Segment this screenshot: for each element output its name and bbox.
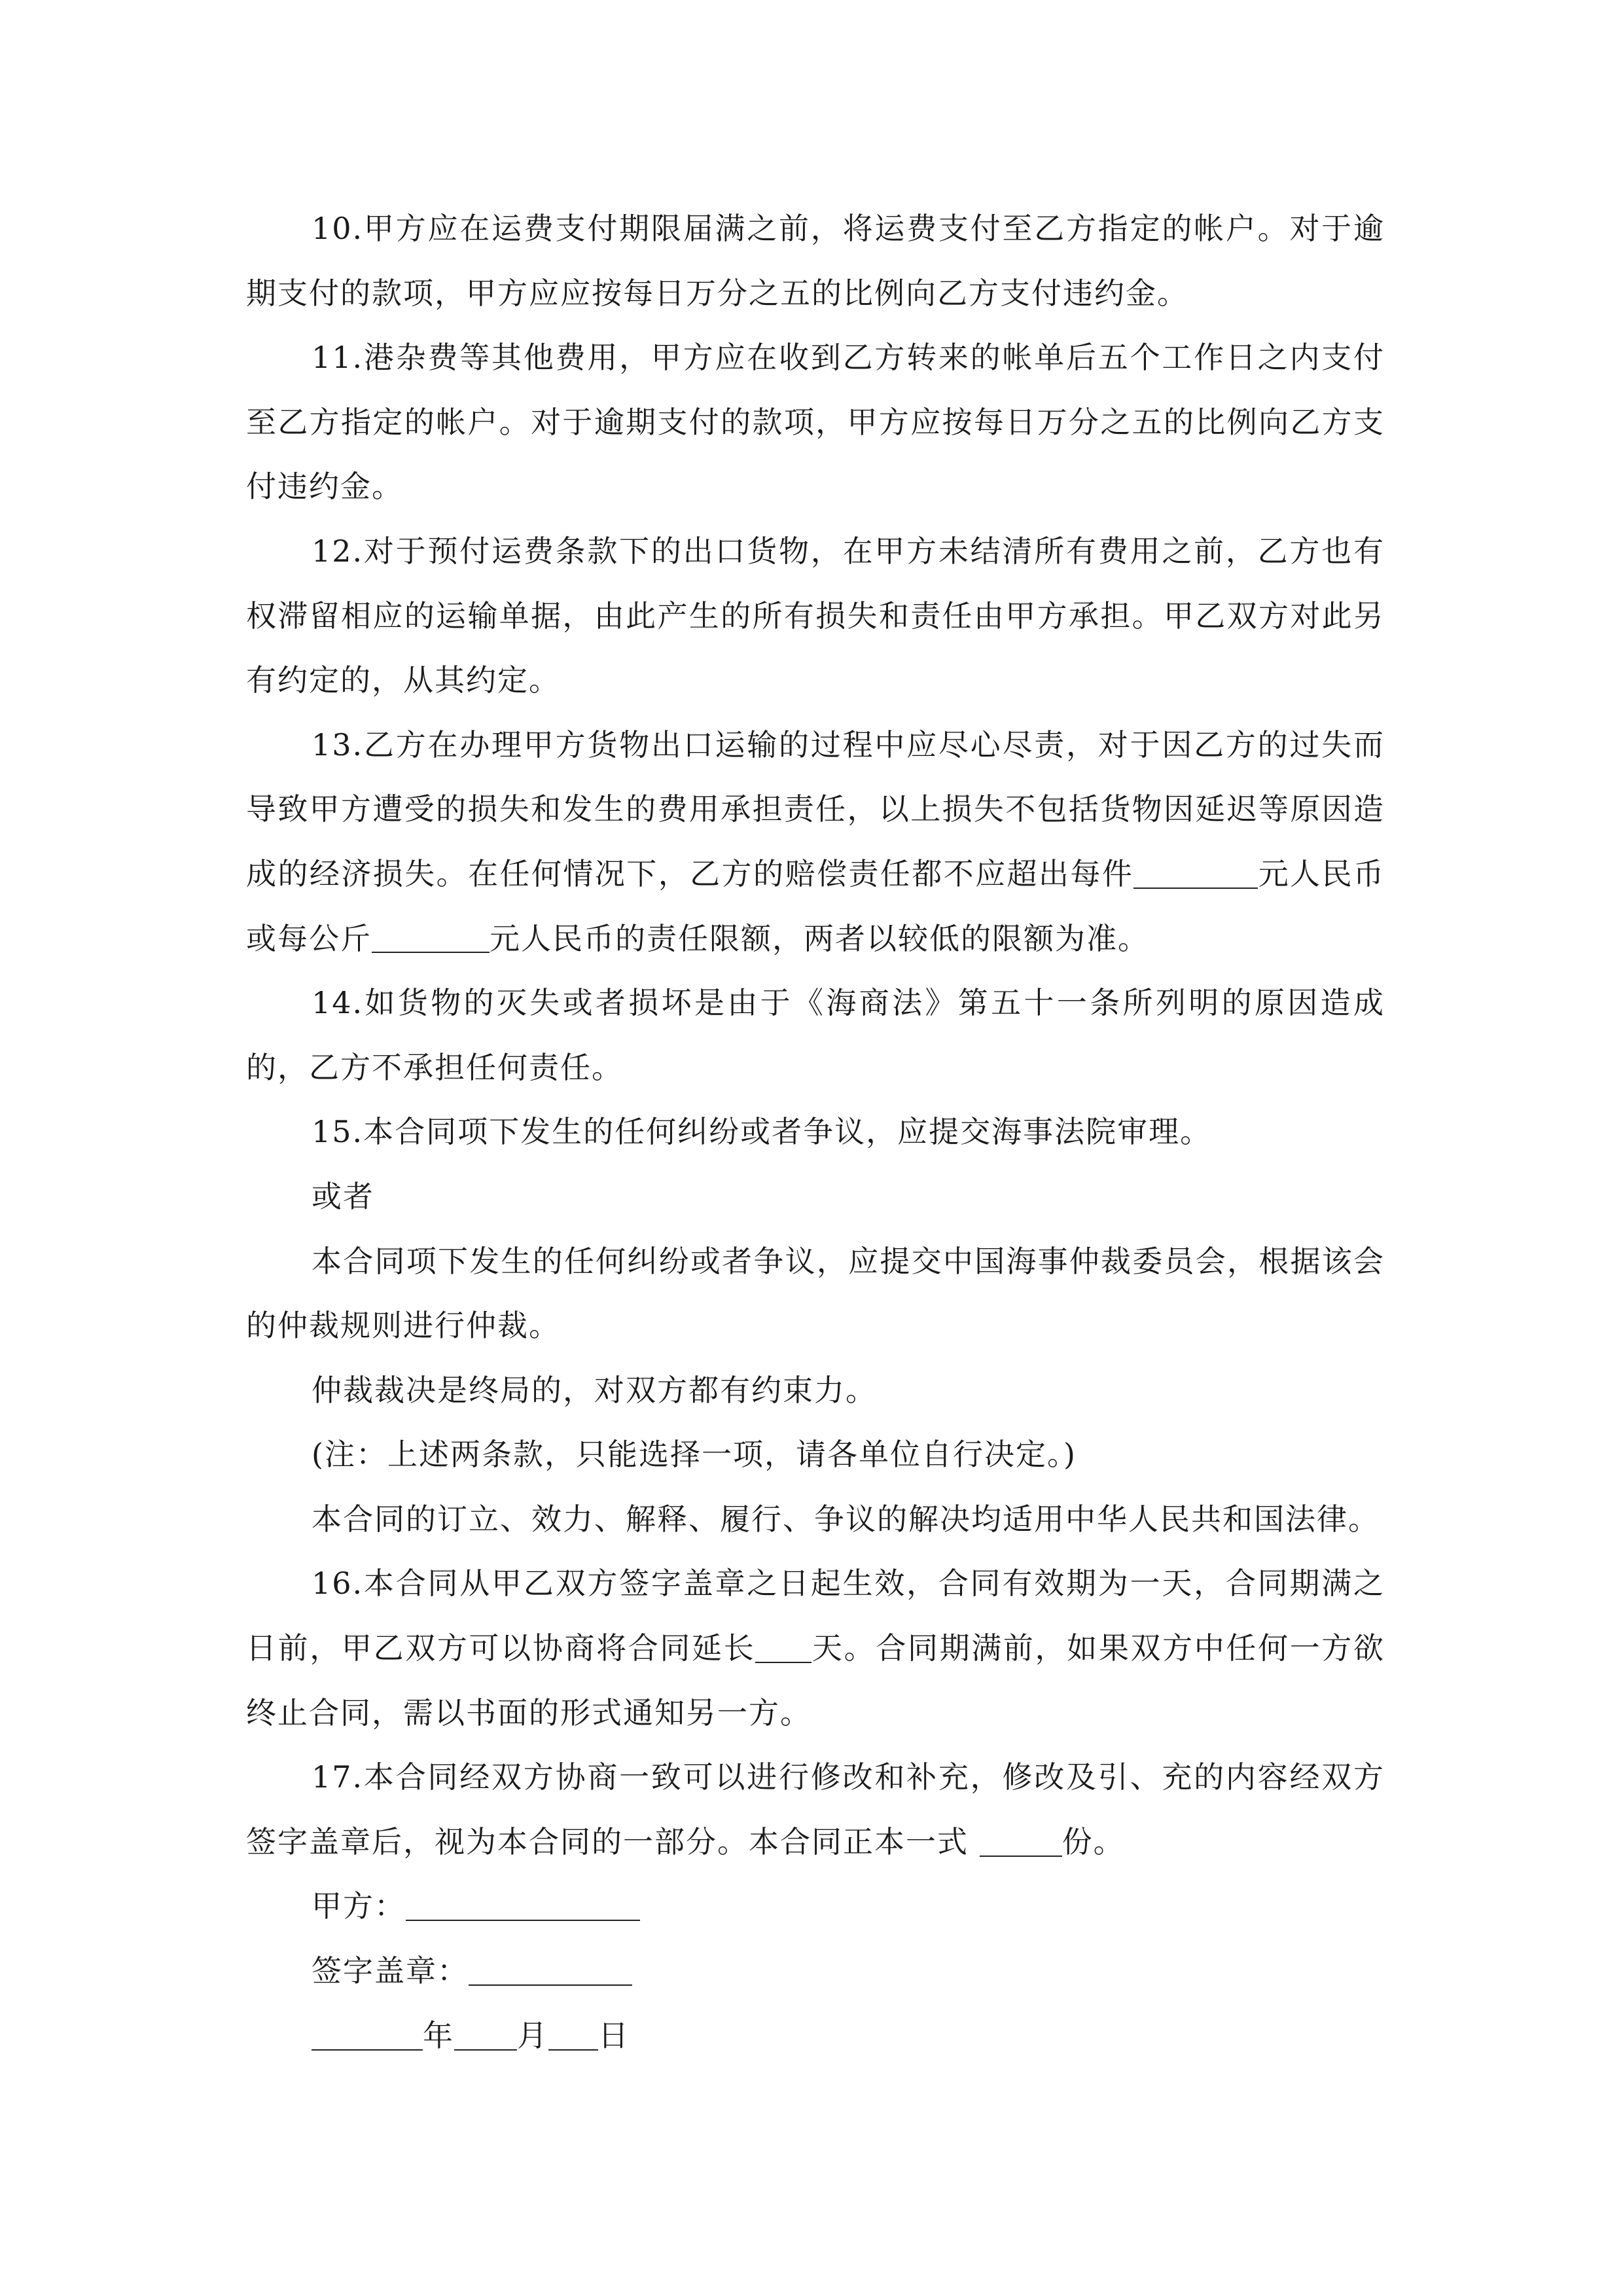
clause-15-final: 仲裁裁决是终局的，对双方都有约束力。: [312, 1372, 877, 1408]
seal-line: [246, 1939, 1385, 2003]
day-blank: [548, 2019, 598, 2051]
copies-blank: [980, 1825, 1062, 1857]
seal-label: 签字盖章：: [312, 1953, 469, 1989]
date-line: [246, 2003, 1385, 2068]
clause-12: 12.对于预付运费条款下的出口货物，在甲方未结清所有费用之前，乙方也有权滞留相应的运输单据，由此产生的所有损失和责任由甲方承担。甲乙双方对此另有约定的，从其约定。: [246, 533, 1385, 698]
month-label: 月: [517, 2017, 548, 2053]
clause-16-text-2: 天。合同期满前，如果双方中任何一方欲终止合同，需以书面的形式通知另一方。: [246, 1630, 1385, 1731]
clause-13: [246, 713, 1385, 971]
party-a-line: [246, 1874, 1385, 1939]
extension-days-blank: [755, 1632, 812, 1663]
clause-13-text-2: 元人民币或每公斤: [246, 855, 1385, 956]
clause-15-note: (注：上述两条款，只能选择一项，请各单位自行决定。): [312, 1437, 1077, 1473]
clause-15: 15.本合同项下发生的任何纠纷或者争议，应提交海事法院审理。: [312, 1114, 1212, 1150]
per-kg-amount-blank: [372, 922, 490, 953]
clause-11: 11.港杂费等其他费用，甲方应在收到乙方转来的帐单后五个工作日之内支付至乙方指定的帐户。对于逾期支付的款项，甲方应按每日万分之五的比例向乙方支付违约金。: [246, 340, 1385, 505]
party-a-label: 甲方：: [312, 1888, 406, 1924]
year-label: 年: [423, 2017, 454, 2053]
clause-13-text-3: 元人民币的责任限额，两者以较低的限额为准。: [490, 920, 1149, 956]
document-page: [246, 196, 1385, 2068]
governing-law: 本合同的订立、效力、解释、履行、争议的解决均适用中华人民共和国法律。: [312, 1501, 1380, 1537]
party-a-blank: [406, 1890, 640, 1921]
clause-16-text-1: 16.本合同从甲乙双方签字盖章之日起生效，合同有效期为一天，合同期满之日前，甲乙双方可以协商将合同延长: [246, 1566, 1385, 1666]
clause-15-alternative: 本合同项下发生的任何纠纷或者争议，应提交中国海事仲裁委员会，根据该会的仲裁规则进行仲裁。: [246, 1243, 1385, 1344]
clause-13-text-1: 13.乙方在办理甲方货物出口运输的过程中应尽心尽责，对于因乙方的过失而导致甲方遭受的损失和发生的费用承担责任，以上损失不包括货物因延迟等原因造成的经济损失。在任何情况下，乙方的赔偿责任都不应超出每件: [246, 726, 1385, 891]
clause-10: 10.甲方应在运费支付期限届满之前，将运费支付至乙方指定的帐户。对于逾期支付的款项，甲方应应按每日万分之五的比例向乙方支付违约金。: [246, 211, 1385, 311]
clause-15-or: 或者: [312, 1178, 374, 1214]
clause-16: [246, 1551, 1385, 1745]
clause-14: 14.如货物的灭失或者损坏是由于《海商法》第五十一条所列明的原因造成的，乙方不承担任何责任。: [246, 985, 1385, 1085]
per-piece-amount-blank: [1133, 857, 1258, 889]
year-blank: [312, 2019, 423, 2051]
day-label: 日: [598, 2017, 630, 2053]
clause-17-text-2: 份。: [1061, 1823, 1125, 1859]
month-blank: [454, 2019, 517, 2051]
seal-blank: [469, 1954, 632, 1986]
clause-17-text-1: 17.本合同经双方协商一致可以进行修改和补充，修改及引、充的内容经双方签字盖章后，视为本合同的一部分。本合同正本一式: [246, 1759, 1385, 1859]
clause-17: [246, 1745, 1385, 1874]
